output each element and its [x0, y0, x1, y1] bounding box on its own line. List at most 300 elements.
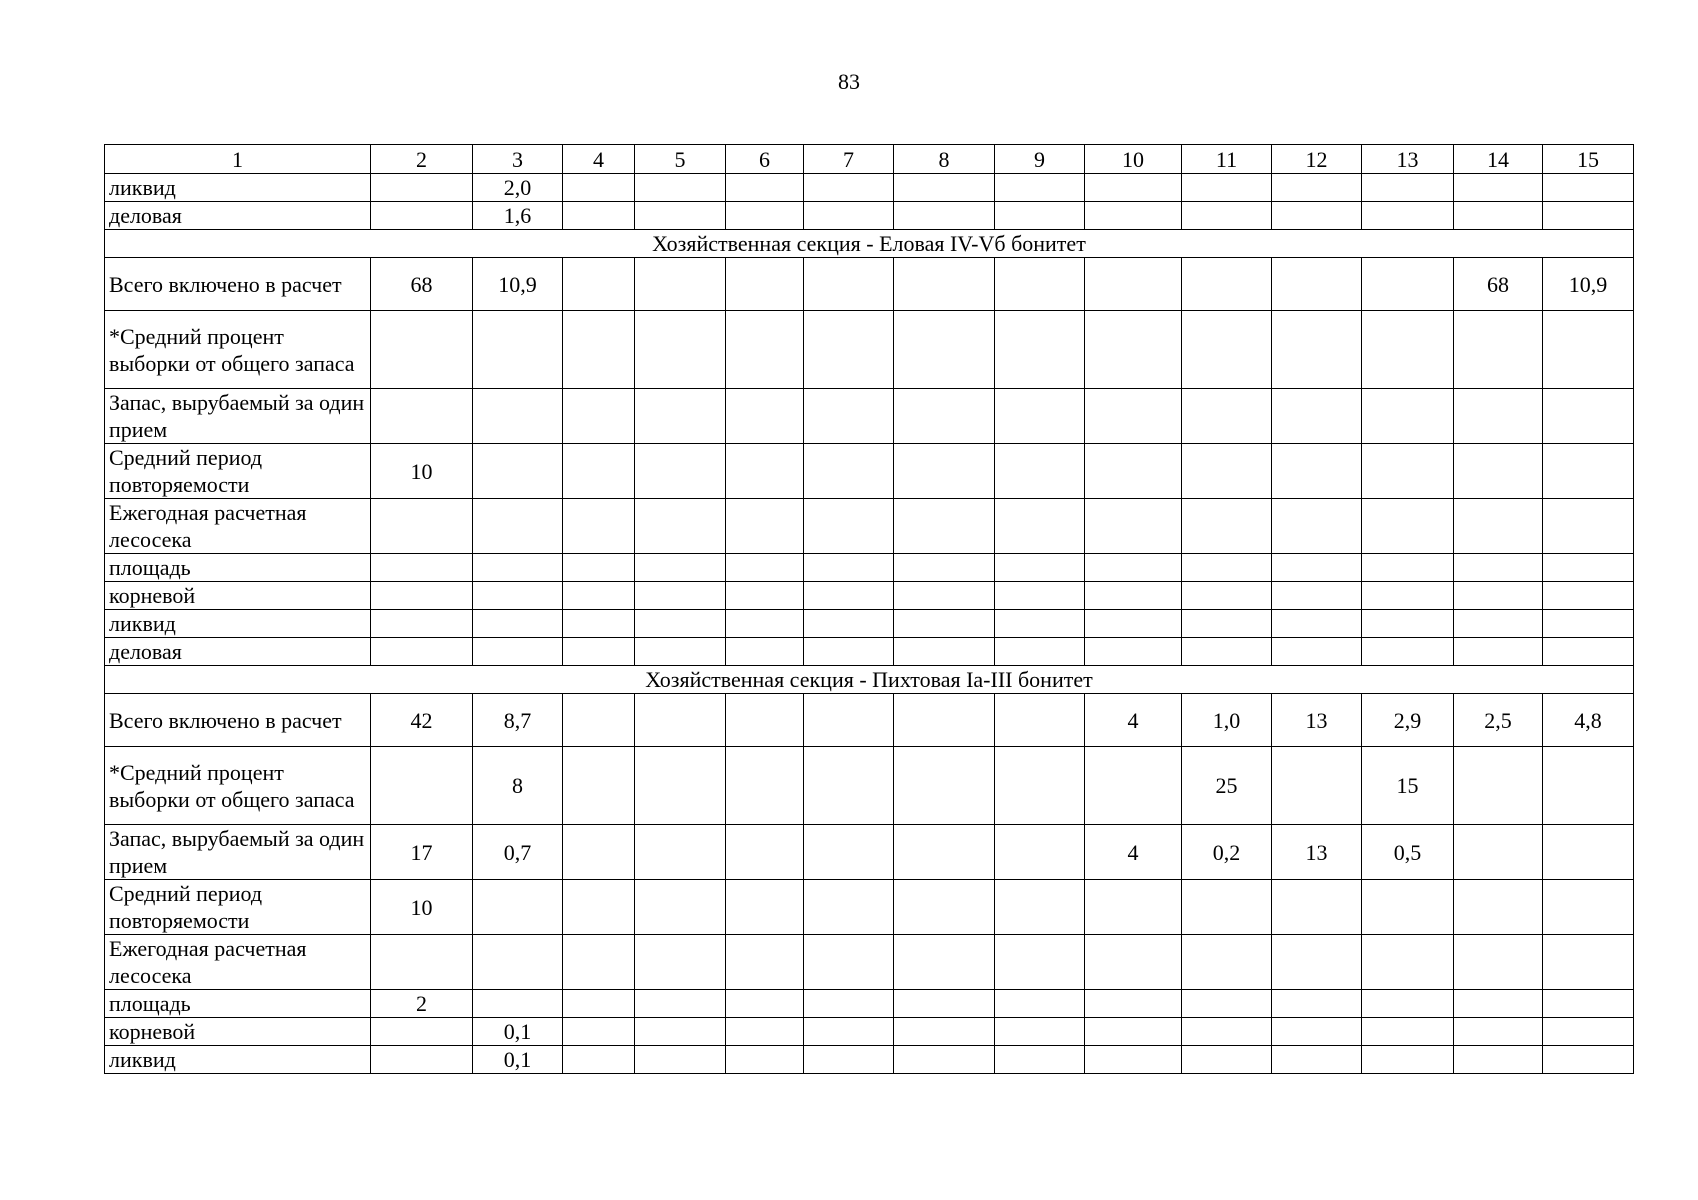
table-cell [804, 880, 894, 935]
table-cell [1272, 258, 1362, 311]
table-cell [473, 880, 563, 935]
table-cell: 2,0 [473, 174, 563, 202]
table-cell [1362, 499, 1454, 554]
table-cell [1272, 202, 1362, 230]
table-cell [995, 1018, 1085, 1046]
table-cell [1085, 389, 1182, 444]
row-label: Средний период повторяемости [105, 880, 371, 935]
table-cell [995, 499, 1085, 554]
table-cell: 1,0 [1182, 694, 1272, 747]
table-cell [1362, 202, 1454, 230]
table-cell [1362, 311, 1454, 389]
table-cell [1182, 610, 1272, 638]
table-cell [804, 638, 894, 666]
table-cell: 10,9 [1543, 258, 1634, 311]
table-cell [371, 582, 473, 610]
table-cell [894, 638, 995, 666]
row-label: деловая [105, 638, 371, 666]
table-cell: 4 [1085, 825, 1182, 880]
table-cell [1362, 444, 1454, 499]
table-cell [1182, 582, 1272, 610]
table-cell [1272, 554, 1362, 582]
table-cell [726, 554, 804, 582]
table-cell [1085, 610, 1182, 638]
table-cell [563, 258, 635, 311]
table-cell [1272, 880, 1362, 935]
table-cell: 0,2 [1182, 825, 1272, 880]
table-cell [1272, 389, 1362, 444]
table-cell [995, 825, 1085, 880]
column-header: 15 [1543, 145, 1634, 174]
table-cell [804, 747, 894, 825]
table-cell: 1,6 [473, 202, 563, 230]
table-cell [804, 554, 894, 582]
table-cell [635, 554, 726, 582]
table-cell [726, 582, 804, 610]
table-cell [1182, 499, 1272, 554]
table-cell [635, 747, 726, 825]
table-cell [1543, 202, 1634, 230]
table-cell [473, 582, 563, 610]
row-label: Средний период повторяемости [105, 444, 371, 499]
table-cell [1272, 444, 1362, 499]
table-cell [371, 202, 473, 230]
table-cell [726, 1018, 804, 1046]
table-cell [563, 202, 635, 230]
table-cell [804, 444, 894, 499]
table-cell [371, 935, 473, 990]
table-cell: 17 [371, 825, 473, 880]
table-cell [804, 1018, 894, 1046]
table-cell [1085, 1046, 1182, 1074]
table-cell [894, 694, 995, 747]
table-cell [635, 880, 726, 935]
table-cell [563, 174, 635, 202]
table-cell [995, 1046, 1085, 1074]
table-cell [635, 202, 726, 230]
table-row [105, 638, 1634, 666]
table-cell [1085, 990, 1182, 1018]
table-cell [473, 610, 563, 638]
column-header: 5 [635, 145, 726, 174]
column-header: 3 [473, 145, 563, 174]
table-cell [1272, 747, 1362, 825]
table-cell: 42 [371, 694, 473, 747]
table-cell [635, 935, 726, 990]
section-row [105, 666, 1634, 694]
column-header: 12 [1272, 145, 1362, 174]
row-label: корневой [105, 1018, 371, 1046]
table-cell [894, 444, 995, 499]
row-label: ликвид [105, 610, 371, 638]
table-cell [473, 554, 563, 582]
table-cell [473, 311, 563, 389]
table-cell: 13 [1272, 694, 1362, 747]
column-header: 13 [1362, 145, 1454, 174]
table-cell [804, 610, 894, 638]
table-cell [995, 990, 1085, 1018]
table-cell [995, 880, 1085, 935]
table-cell [1182, 389, 1272, 444]
column-header: 1 [105, 145, 371, 174]
table-cell [1362, 258, 1454, 311]
table-cell [371, 610, 473, 638]
table-cell [1454, 554, 1543, 582]
table-cell [1272, 1018, 1362, 1046]
page-number: 83 [838, 69, 860, 94]
table-cell [726, 638, 804, 666]
forest-calculation-table [104, 144, 1634, 1074]
table-cell [726, 990, 804, 1018]
table-cell [894, 1018, 995, 1046]
section-title: Хозяйственная секция - Еловая IV-Vб бонитет [105, 230, 1634, 258]
table-cell [1362, 880, 1454, 935]
table-cell [804, 694, 894, 747]
table-row [105, 311, 1634, 389]
table-cell [635, 825, 726, 880]
table-cell: 15 [1362, 747, 1454, 825]
table-cell [726, 935, 804, 990]
table-cell [995, 311, 1085, 389]
table-cell [1272, 311, 1362, 389]
table-cell [1454, 610, 1543, 638]
column-header: 7 [804, 145, 894, 174]
table-cell [473, 444, 563, 499]
table-cell [635, 311, 726, 389]
table-cell [1362, 582, 1454, 610]
table-cell [894, 990, 995, 1018]
table-cell [1085, 174, 1182, 202]
table-cell [1543, 1018, 1634, 1046]
table-row [105, 610, 1634, 638]
table-row [105, 499, 1634, 554]
table-cell [1543, 174, 1634, 202]
table-cell [1454, 1018, 1543, 1046]
table-cell: 25 [1182, 747, 1272, 825]
table-cell [563, 389, 635, 444]
table-cell [1543, 747, 1634, 825]
table-cell [726, 610, 804, 638]
table-cell [995, 638, 1085, 666]
table-cell [804, 990, 894, 1018]
table-row [105, 1018, 1634, 1046]
table-cell [726, 202, 804, 230]
table-cell [995, 444, 1085, 499]
row-label: Запас, вырубаемый за один прием [105, 389, 371, 444]
row-label: площадь [105, 554, 371, 582]
table-cell [804, 825, 894, 880]
table-cell [1362, 610, 1454, 638]
table-cell [635, 258, 726, 311]
table-cell [635, 990, 726, 1018]
table-row [105, 554, 1634, 582]
table-cell [1182, 990, 1272, 1018]
table-cell [563, 825, 635, 880]
table-cell [1362, 1018, 1454, 1046]
table-row [105, 258, 1634, 311]
table-cell [1182, 174, 1272, 202]
table-cell [1454, 499, 1543, 554]
table-cell [563, 747, 635, 825]
row-label: Ежегодная расчетная лесосека [105, 935, 371, 990]
column-header: 11 [1182, 145, 1272, 174]
table-cell [1543, 389, 1634, 444]
table-cell [1454, 747, 1543, 825]
row-label: ликвид [105, 174, 371, 202]
table-cell: 0,5 [1362, 825, 1454, 880]
table-cell [1272, 499, 1362, 554]
table-cell [1085, 747, 1182, 825]
table-cell [726, 825, 804, 880]
table-cell [1272, 582, 1362, 610]
table-cell [995, 174, 1085, 202]
table-cell [1454, 638, 1543, 666]
table-cell [1182, 258, 1272, 311]
column-header: 6 [726, 145, 804, 174]
table-cell [1085, 311, 1182, 389]
table-cell [1362, 1046, 1454, 1074]
table-cell [995, 582, 1085, 610]
row-label: Всего включено в расчет [105, 694, 371, 747]
table-cell [1543, 554, 1634, 582]
table-cell [563, 554, 635, 582]
table-cell [1543, 1046, 1634, 1074]
table-cell [371, 747, 473, 825]
section-title: Хозяйственная секция - Пихтовая Ia-III бонитет [105, 666, 1634, 694]
table-cell [1182, 311, 1272, 389]
table-cell [804, 311, 894, 389]
table-cell [1085, 499, 1182, 554]
table-cell [1182, 444, 1272, 499]
table-cell [804, 389, 894, 444]
table-cell [726, 258, 804, 311]
table-cell [995, 389, 1085, 444]
table-cell [894, 202, 995, 230]
table-cell [1543, 582, 1634, 610]
table-cell [995, 610, 1085, 638]
table-cell: 10,9 [473, 258, 563, 311]
table-cell [635, 638, 726, 666]
table-cell [473, 935, 563, 990]
table-cell [563, 990, 635, 1018]
table-cell [1543, 880, 1634, 935]
table-cell [995, 747, 1085, 825]
row-label: Запас, вырубаемый за один прием [105, 825, 371, 880]
table-cell [804, 935, 894, 990]
table-cell [1543, 311, 1634, 389]
table-cell: 13 [1272, 825, 1362, 880]
table-cell [995, 694, 1085, 747]
table-cell [1454, 202, 1543, 230]
table-cell [894, 311, 995, 389]
table-cell [1272, 990, 1362, 1018]
table-cell [894, 610, 995, 638]
table-cell: 4 [1085, 694, 1182, 747]
table-cell [635, 444, 726, 499]
table-cell [1085, 444, 1182, 499]
table-cell [804, 499, 894, 554]
table-cell: 10 [371, 444, 473, 499]
table-cell [995, 202, 1085, 230]
table-cell [1543, 825, 1634, 880]
table-cell [563, 694, 635, 747]
table-cell: 2,9 [1362, 694, 1454, 747]
table-row [105, 694, 1634, 747]
table-cell [563, 610, 635, 638]
table-cell [1085, 880, 1182, 935]
table-cell [1182, 554, 1272, 582]
table-cell [804, 202, 894, 230]
table-cell [1182, 638, 1272, 666]
table-cell [1543, 610, 1634, 638]
table-cell [563, 1018, 635, 1046]
table-cell [894, 258, 995, 311]
table-cell [894, 825, 995, 880]
row-label: корневой [105, 582, 371, 610]
table-cell [1085, 1018, 1182, 1046]
table-cell [473, 990, 563, 1018]
column-header: 10 [1085, 145, 1182, 174]
table-cell [1272, 174, 1362, 202]
table-cell [1454, 990, 1543, 1018]
table-cell [563, 880, 635, 935]
table-cell: 68 [371, 258, 473, 311]
table-cell [1362, 990, 1454, 1018]
table-cell [1085, 554, 1182, 582]
table-cell [1272, 1046, 1362, 1074]
table-cell [894, 880, 995, 935]
table-cell [726, 1046, 804, 1074]
table-cell [1182, 202, 1272, 230]
row-label: деловая [105, 202, 371, 230]
table-cell [1454, 1046, 1543, 1074]
table-row [105, 747, 1634, 825]
table-cell [1543, 990, 1634, 1018]
table-cell: 0,1 [473, 1018, 563, 1046]
table-cell [894, 554, 995, 582]
table-row [105, 825, 1634, 880]
table-cell [1454, 582, 1543, 610]
table-cell [1454, 880, 1543, 935]
table-cell [635, 499, 726, 554]
table-cell [804, 174, 894, 202]
table-cell [1454, 444, 1543, 499]
table-cell [473, 389, 563, 444]
table-cell [1085, 638, 1182, 666]
table-row [105, 174, 1634, 202]
table-cell [726, 444, 804, 499]
row-label: площадь [105, 990, 371, 1018]
table-cell [635, 389, 726, 444]
table-cell [635, 582, 726, 610]
table-cell [726, 880, 804, 935]
table-cell [1272, 935, 1362, 990]
row-label: Ежегодная расчетная лесосека [105, 499, 371, 554]
table-cell [563, 311, 635, 389]
table-cell [894, 174, 995, 202]
table-body [105, 145, 1634, 1074]
column-header: 14 [1454, 145, 1543, 174]
table-row [105, 1046, 1634, 1074]
table-cell [726, 747, 804, 825]
table-cell [894, 747, 995, 825]
table-cell [1182, 1046, 1272, 1074]
table-cell [1362, 389, 1454, 444]
table-cell [1182, 1018, 1272, 1046]
table-cell [635, 174, 726, 202]
table-cell [1362, 638, 1454, 666]
table-cell [563, 444, 635, 499]
table-cell [1543, 499, 1634, 554]
table-cell [1085, 935, 1182, 990]
column-header: 9 [995, 145, 1085, 174]
table-cell: 0,7 [473, 825, 563, 880]
table-row [105, 582, 1634, 610]
table-cell [995, 935, 1085, 990]
table-cell [371, 311, 473, 389]
table-cell [635, 610, 726, 638]
table-cell [1454, 825, 1543, 880]
table-cell [1085, 582, 1182, 610]
table-cell: 4,8 [1543, 694, 1634, 747]
table-cell: 10 [371, 880, 473, 935]
table-cell [563, 499, 635, 554]
table-cell: 2 [371, 990, 473, 1018]
table-cell [894, 1046, 995, 1074]
table-cell [371, 638, 473, 666]
table-cell [371, 1046, 473, 1074]
table-cell: 8 [473, 747, 563, 825]
table-cell [804, 1046, 894, 1074]
row-label: *Средний процент выборки от общего запаса [105, 747, 371, 825]
column-header: 8 [894, 145, 995, 174]
table-row [105, 389, 1634, 444]
table-cell: 8,7 [473, 694, 563, 747]
table-cell [804, 582, 894, 610]
table-row [105, 880, 1634, 935]
table-cell [1362, 174, 1454, 202]
table-cell [894, 389, 995, 444]
table-cell [1454, 174, 1543, 202]
table-cell [1454, 389, 1543, 444]
table-row [105, 202, 1634, 230]
table-cell [1362, 935, 1454, 990]
section-row [105, 230, 1634, 258]
table-cell [371, 499, 473, 554]
table-cell [635, 694, 726, 747]
table-cell [1543, 935, 1634, 990]
column-header: 2 [371, 145, 473, 174]
table-cell [1272, 610, 1362, 638]
table-cell [1543, 444, 1634, 499]
table-cell [563, 1046, 635, 1074]
table-cell [894, 582, 995, 610]
table-cell [726, 694, 804, 747]
table-cell [726, 174, 804, 202]
table-row [105, 935, 1634, 990]
table-cell [371, 554, 473, 582]
row-label: *Средний процент выборки от общего запаса [105, 311, 371, 389]
table-cell: 0,1 [473, 1046, 563, 1074]
table-cell [635, 1018, 726, 1046]
table-header-row [105, 145, 1634, 174]
table-cell [894, 935, 995, 990]
table-cell [371, 389, 473, 444]
table-cell [1543, 638, 1634, 666]
table-cell [894, 499, 995, 554]
table-cell [1362, 554, 1454, 582]
table-cell [726, 389, 804, 444]
